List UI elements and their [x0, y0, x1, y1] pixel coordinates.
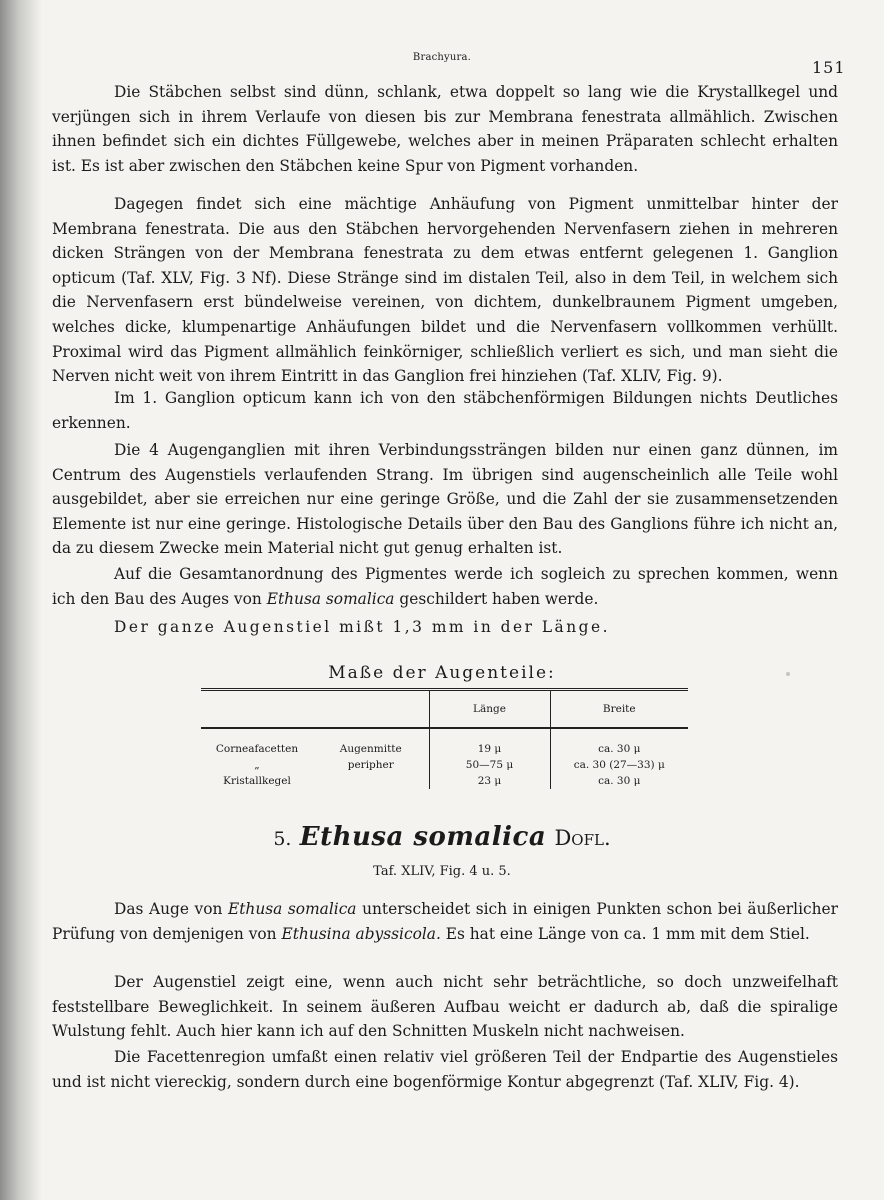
running-title: Brachyura. — [412, 52, 472, 63]
table-cell: ca. 30 (27—33) μ — [550, 757, 688, 773]
table-cell: Augenmitte — [339, 743, 402, 755]
section-heading — [0, 822, 884, 852]
section-paragraph-2: Der Augenstiel zeigt eine, wenn auch nicht sehr beträchtliche, so doch unzweifelhaft feststellbare Beweglichkeit. In seinem äußeren Aufbau weicht er dadurch ab, daß die spiralige Wulstung fehlt. Auch hier kann ich auf den Schnitten Muskeln nicht nachweisen. — [52, 973, 838, 1041]
table-cell: „ — [254, 759, 260, 771]
species-name: Ethusa somalica — [228, 900, 357, 918]
table-cell: ca. 30 μ — [550, 728, 688, 757]
table-header-cell — [313, 690, 429, 729]
paragraph-1: Die Stäbchen selbst sind dünn, schlank, etwa doppelt so lang wie die Krystallkegel und verjüngen sich in ihrem Verlaufe von diesen bis zur Membrana fenestrata allmählich. Zwischen ihnen befindet sich ein dichtes Füllgewebe, welches aber in meinen Präparaten schlecht erhalten ist. Es ist aber zwischen den Stäbchen keine Spur von Pigment vorhanden. — [52, 83, 838, 175]
table-header-length: Länge — [429, 690, 550, 729]
table-header-row — [201, 690, 688, 729]
section-plate-reference: Taf. XLIV, Fig. 4 u. 5. — [373, 864, 511, 879]
text-fragment: Es hat eine Länge von ca. 1 mm mit dem Stiel. — [440, 924, 810, 943]
section-author: Dofl. — [554, 826, 611, 850]
text-fragment: Das Auge von — [114, 900, 229, 918]
species-name: Ethusa somalica — [266, 589, 395, 608]
section-paragraph-1 — [52, 897, 838, 946]
section-number: 5. — [273, 828, 292, 850]
paragraph-5-text-after: geschildert haben werde. — [394, 589, 599, 608]
paragraph-4: Die 4 Augenganglien mit ihren Verbindungssträngen bilden nur einen ganz dünnen, im Centrum des Augenstiels verlaufenden Strang. Im übrigen sind augenscheinlich alle Teile wohl ausgebildet, aber sie erreichen nur eine geringe Größe, und die Zahl der sie zusammensetzenden Elemente ist nur eine geringe. Histologische Details über den Bau des Ganglions führe ich nicht an, da zu diesem Zwecke mein Material nicht gut genug erhalten ist. — [52, 441, 838, 558]
table-cell — [313, 773, 429, 789]
table-cell: ca. 30 μ — [550, 773, 688, 789]
page-number: 151 — [812, 58, 846, 77]
paragraph-5-text-before: Auf die Gesamtanordnung des Pigmentes werde ich sogleich zu sprechen kommen, wenn ich den Bau des Auges von — [52, 565, 838, 608]
text-fragment: unterscheidet sich in einigen Punkten schon bei äußerlicher Prüfung von demjenigen von — [52, 900, 838, 943]
table-row — [201, 757, 688, 773]
paragraph-5 — [52, 562, 838, 611]
table-row — [201, 728, 688, 757]
section-species: Ethusa somalica — [299, 822, 547, 852]
table-header-width: Breite — [550, 690, 688, 729]
table-cell: Corneafacetten — [215, 743, 299, 755]
table-cell: 19 μ — [429, 728, 550, 757]
paragraph-3: Im 1. Ganglion opticum kann ich von den stäbchenförmigen Bildungen nichts Deutliches erkennen. — [52, 389, 838, 432]
table-cell: Kristallkegel — [223, 775, 291, 787]
table-cell: 23 μ — [429, 773, 550, 789]
table-cell: peripher — [347, 759, 394, 771]
table-title: Maße der Augenteile: — [328, 663, 556, 683]
table-cell: 50—75 μ — [429, 757, 550, 773]
section-paragraph-3: Die Facettenregion umfaßt einen relativ viel größeren Teil der Endpartie des Augenstieles und ist nicht viereckig, sondern durch eine bogenförmige Kontur abgegrenzt (Taf. XLIV, Fig. 4). — [52, 1048, 838, 1091]
paragraph-2: Dagegen findet sich eine mächtige Anhäufung von Pigment unmittelbar hinter der Membrana fenestrata. Die aus den Stäbchen hervorgehenden Nervenfasern ziehen in mehreren dicken Strängen von der Membrana fenestrata zu dem etwas entfernt gelegenen 1. Ganglion opticum (Taf. XLV, Fig. 3 Nf). Diese Stränge sind im distalen Teil, also in dem Teil, in welchem sich die Nervenfasern erst bündelweise vereinen, von dichtem, dunkelbraunem Pigment umgeben, welches dicke, klumpenartige Anhäufungen bildet und die Nervenfasern vollkommen verhüllt. Proximal wird das Pigment allmählich feinkörniger, schließlich verliert es sich, und man sieht die Nerven nicht weit von ihrem Eintritt in das Ganglion frei hinziehen (Taf. XLIV, Fig. 9). — [52, 195, 838, 386]
table-header-cell — [201, 690, 313, 729]
table-row — [201, 773, 688, 789]
species-name: Ethusina abyssicola. — [281, 924, 441, 943]
measurements-table — [201, 688, 688, 789]
eyestalk-length-line: Der ganze Augenstiel mißt 1,3 mm in der Länge. — [114, 618, 610, 636]
page-edge-shadow — [0, 0, 42, 1200]
